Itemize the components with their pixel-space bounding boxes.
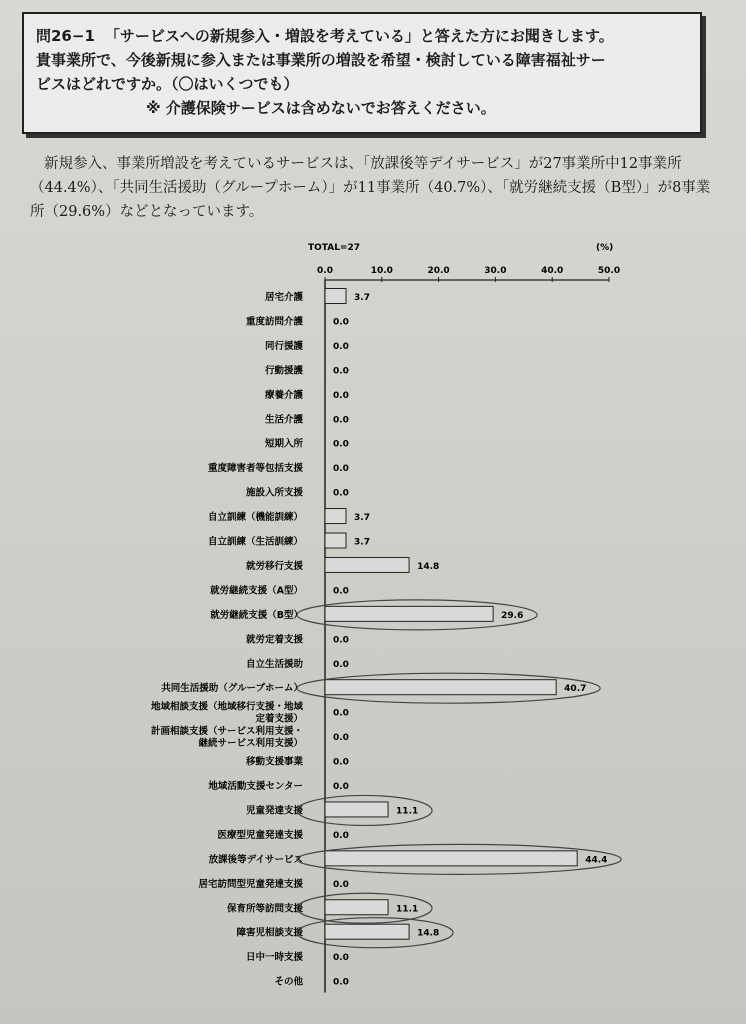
question-line-2: 貴事業所で、今後新規に参入または事業所の増設を希望・検討している障害福祉サー (36, 51, 606, 69)
chart-unit-label: (%) (596, 243, 614, 253)
category-label: 障害児相談支援 (236, 927, 303, 939)
value-label: 0.0 (333, 830, 349, 841)
question-line-3: ビスはどれですか。（〇はいくつでも） (36, 75, 299, 93)
value-label: 0.0 (333, 953, 349, 964)
category-label: 重度障害者等包括支援 (207, 463, 303, 475)
value-label: 0.0 (333, 586, 349, 597)
x-tick-label: 10.0 (370, 266, 393, 276)
category-label: 就労継続支援（A型） (210, 585, 303, 597)
value-label: 40.7 (564, 684, 587, 695)
bar (325, 606, 493, 621)
category-label: 自立訓練（機能訓練） (207, 512, 303, 524)
value-label: 0.0 (333, 390, 349, 401)
bar-chart (0, 230, 746, 1020)
bar-chart-svg (0, 230, 746, 1020)
category-label: 重度訪問介護 (245, 316, 303, 328)
question-box (22, 12, 702, 134)
category-label: 保育所等訪問支援 (226, 903, 303, 915)
value-label: 11.1 (396, 806, 419, 817)
category-label: 療養介護 (264, 389, 303, 401)
value-label: 29.6 (501, 610, 524, 621)
value-label: 3.7 (354, 537, 370, 548)
chart-total-label: TOTAL=27 (308, 243, 360, 253)
bar (325, 289, 346, 304)
x-tick-label: 0.0 (317, 266, 333, 276)
value-label: 0.0 (333, 341, 349, 352)
value-label: 3.7 (354, 293, 370, 303)
bar (325, 900, 388, 915)
value-label: 0.0 (333, 635, 349, 646)
value-label: 0.0 (333, 977, 349, 988)
value-label: 0.0 (333, 782, 349, 792)
category-label: その他 (274, 976, 303, 988)
value-label: 0.0 (333, 488, 349, 499)
value-label: 0.0 (333, 733, 349, 744)
category-label: 就労移行支援 (245, 560, 303, 572)
category-label: 短期入所 (264, 438, 303, 450)
value-label: 14.8 (417, 928, 440, 939)
x-tick-label: 30.0 (484, 266, 507, 276)
category-label-cont: 定着支援） (255, 713, 303, 725)
bar (325, 557, 409, 572)
category-label: 生活介護 (264, 414, 303, 426)
x-tick-label: 40.0 (541, 266, 564, 276)
category-label: 共同生活援助（グループホーム） (161, 683, 303, 695)
category-label: 計画相談支援（サービス利用支援・ (150, 726, 303, 738)
question-line-1 (36, 24, 688, 48)
value-label: 3.7 (354, 513, 370, 524)
value-label: 44.4 (585, 855, 608, 866)
category-label: 居宅介護 (264, 292, 303, 303)
value-label: 11.1 (396, 904, 419, 915)
bar (325, 851, 577, 866)
category-label: 施設入所支援 (245, 487, 303, 499)
value-label: 0.0 (333, 464, 349, 475)
value-label: 0.0 (333, 757, 349, 768)
question-note: ※ 介護保険サービスは含めないでお答えください。 (146, 99, 496, 117)
value-label: 0.0 (333, 415, 349, 426)
question-text-1: 「サービスへの新規参入・増設を考えている」と答えた方にお聞きします。 (104, 27, 614, 45)
value-label: 0.0 (333, 439, 349, 450)
category-label: 地域相談支援（地域移行支援・地域 (150, 701, 303, 713)
category-label: 地域活動支援センター (208, 781, 303, 792)
bar (325, 509, 346, 524)
value-label: 0.0 (333, 317, 349, 328)
value-label: 0.0 (333, 708, 349, 719)
bar (325, 802, 388, 817)
value-label: 14.8 (417, 561, 440, 572)
category-label: 行動援護 (264, 365, 303, 377)
x-tick-label: 50.0 (597, 266, 621, 276)
value-label: 0.0 (333, 879, 349, 890)
bar (325, 533, 346, 548)
summary-paragraph: 新規参入、事業所増設を考えているサービスは、「放課後等デイサービス」が27事業所中12事業所（44.4%）、「共同生活援助（グループホーム）」が11事業所（40.7%）、「就労継続支援（B型）」が8事業所（29.6%）などとなっています。 (30, 156, 711, 220)
value-label: 0.0 (333, 659, 349, 670)
category-label: 移動支援事業 (245, 756, 303, 768)
x-tick-label: 20.0 (427, 266, 450, 276)
value-label: 0.0 (333, 366, 349, 377)
category-label-cont: 継続サービス利用支援） (198, 738, 303, 750)
bar (325, 924, 409, 939)
category-label: 自立生活援助 (245, 658, 303, 670)
category-label: 就労定着支援 (245, 634, 303, 646)
category-label: 医療型児童発達支援 (217, 829, 303, 841)
category-label: 同行援護 (264, 340, 303, 352)
category-label: 児童発達支援 (245, 805, 303, 817)
category-label: 放課後等デイサービス (208, 854, 303, 866)
category-label: 自立訓練（生活訓練） (207, 536, 303, 548)
question-id: 問26−1 (36, 27, 95, 45)
category-label: 日中一時支援 (245, 952, 303, 964)
category-label: 就労継続支援（B型） (210, 609, 303, 621)
category-label: 居宅訪問型児童発達支援 (198, 878, 303, 890)
bar (325, 680, 556, 695)
